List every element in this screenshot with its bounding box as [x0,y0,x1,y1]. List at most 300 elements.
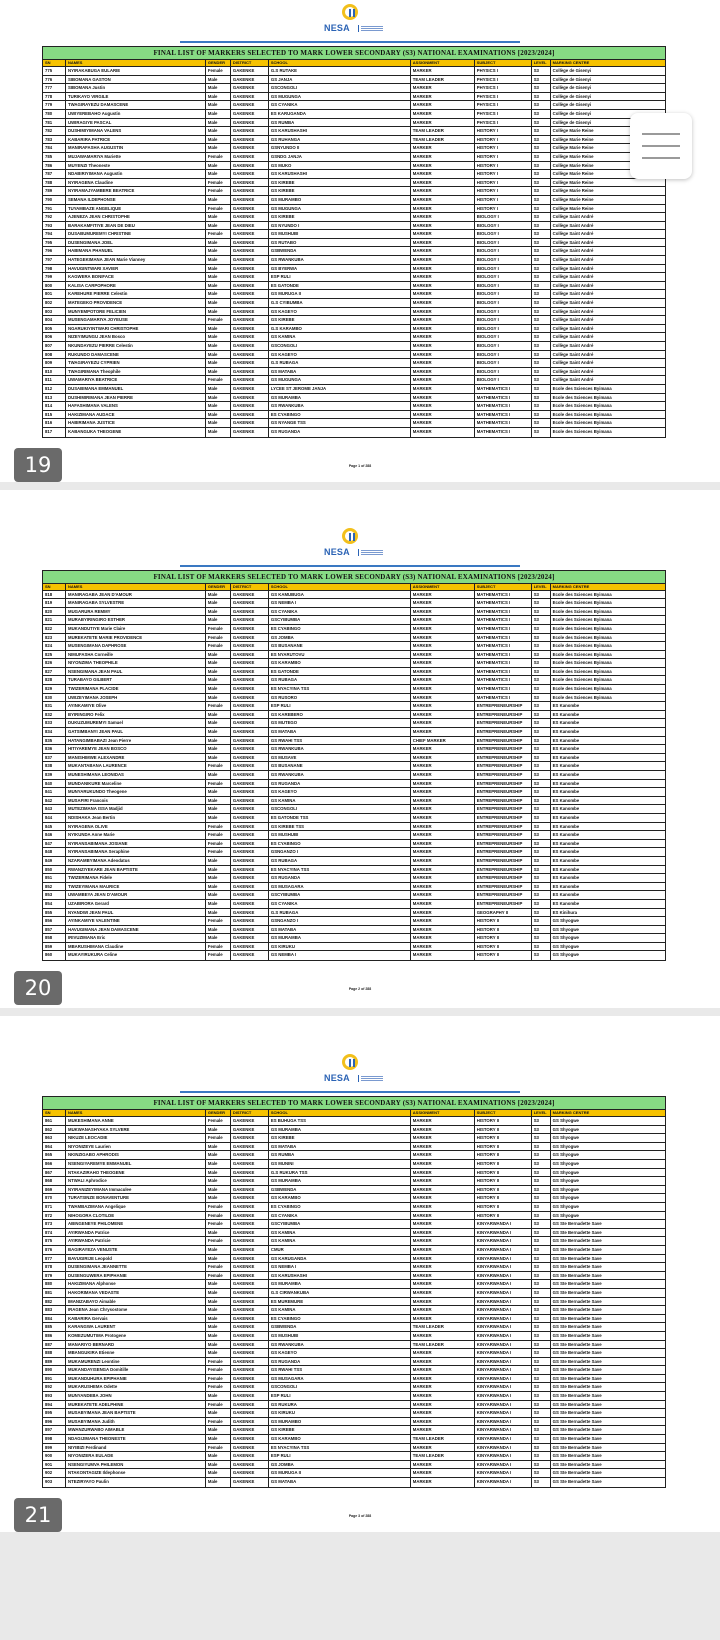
cell-school: GS KIREBE TSS [269,823,411,831]
cell-subject: KINYARWANDA I [475,1418,532,1426]
cell-level: S3 [532,1177,551,1185]
table-row [43,368,665,377]
cell-school: GS MUSAGARA [269,883,411,891]
cell-district: GAKENKE [231,1461,269,1469]
table-row [43,1298,665,1307]
cell-marking-centre: Collège Saint André [552,282,594,288]
cell-school: GS BYERWA [269,265,411,273]
cell-marking-centre: Collège Saint André [552,308,594,314]
cell-marking-centre: GS Ste Bernadette Save [552,1410,602,1416]
cell-level: S3 [532,136,551,144]
cell-district: GAKENKE [231,711,269,719]
cell-school: GS RUGANDA [269,874,411,882]
cell-name: MUNYANDEBA JOHN [66,1392,206,1400]
cell-marking-centre: Collège Saint André [552,351,594,357]
cell-school: GS KIRUKU [269,943,411,951]
column-header: SN [43,584,66,590]
cell-subject: HISTORY II [475,1177,532,1185]
cell-level: S3 [532,1263,551,1271]
cell-gender: Male [206,1409,231,1417]
cell-assignment: MARKER [411,1349,475,1357]
column-header: MARKING CENTRE [552,1110,590,1116]
cell-level: S3 [532,76,551,84]
cell-district: GAKENKE [231,368,269,376]
table-row [43,1409,665,1418]
table-row [43,823,665,832]
cell-sn: 834 [43,728,66,736]
table-row [43,1401,665,1410]
cell-district: GAKENKE [231,1358,269,1366]
cell-subject: KINYARWANDA I [475,1306,532,1314]
cell-sn: 870 [43,1194,66,1202]
cell-sn: 899 [43,1444,66,1452]
page-footer: Page 2 of 288 [348,987,372,992]
cell-subject: BIOLOGY I [475,376,532,384]
cell-name: NYIKUNDA Anne Marie [66,831,206,839]
page-footer-area [0,961,720,1008]
cell-assignment: TEAM LEADER [411,1341,475,1349]
cell-assignment: MARKER [411,402,475,410]
cell-name: HAKIZIMANA Alphonse [66,1280,206,1288]
cell-name: NYIRAGENA Claudine [66,179,206,187]
cell-gender: Female [206,823,231,831]
cell-marking-centre: Collège Saint André [552,317,594,323]
table-row [43,144,665,153]
cell-district: GAKENKE [231,848,269,856]
cell-district: GAKENKE [231,1194,269,1202]
cell-district: GAKENKE [231,823,269,831]
cell-subject: MATHEMATICS I [475,402,532,410]
cell-gender: Male [206,1280,231,1288]
cell-marking-centre: Ecole des Sciences Byimana [552,411,612,417]
scroll-handle[interactable] [630,113,692,179]
cell-gender: Female [206,1366,231,1374]
cell-sn: 796 [43,247,66,255]
table-row [43,213,665,222]
cell-assignment: MARKER [411,951,475,960]
table-row [43,265,665,274]
cell-level: S3 [532,1383,551,1391]
cell-assignment: MARKER [411,1469,475,1477]
cell-assignment: MARKER [411,874,475,882]
table-row [43,1160,665,1169]
cell-marking-centre: Collège Marie Reine [552,136,594,142]
cell-district: GAKENKE [231,1323,269,1331]
cell-gender: Male [206,1143,231,1151]
cell-marking-centre: Ecole des Sciences Byimana [552,608,612,614]
cell-gender: Male [206,239,231,247]
cell-name: DUSABIMANA EMMANUEL [66,385,206,393]
cell-assignment: MARKER [411,1160,475,1168]
cell-district: GAKENKE [231,874,269,882]
cell-name: BARAKAMFITIYE JEAN DE DIEU [66,222,206,230]
cell-name: MUKAYIRUKURA Celine [66,951,206,960]
table-row [43,110,665,119]
cell-district: GAKENKE [231,1203,269,1211]
cell-assignment: MARKER [411,762,475,770]
cell-district: GAKENKE [231,1315,269,1323]
cell-gender: Female [206,179,231,187]
cell-sn: 829 [43,685,66,693]
cell-sn: 826 [43,659,66,667]
cell-assignment: MARKER [411,814,475,822]
cell-level: S3 [532,316,551,324]
cell-marking-centre: ES Kanombe [552,780,580,786]
cell-school: G.S RUBAGA [269,359,411,367]
table-row [43,840,665,849]
cell-marking-centre: Collège de Gisenyi [552,119,592,125]
cell-school: GS MURAMBA [269,1126,411,1134]
cell-assignment: MARKER [411,394,475,402]
cell-sn: 854 [43,900,66,908]
cell-marking-centre: GS Ste Bernadette Save [552,1350,602,1356]
table-row [43,1418,665,1427]
cell-subject: MATHEMATICS I [475,659,532,667]
cell-name: TWAMBAZIMANA Angelique [66,1203,206,1211]
cell-subject: KINYARWANDA I [475,1272,532,1280]
cell-school: ES CYABINGO [269,411,411,419]
cell-district: GAKENKE [231,1298,269,1306]
cell-marking-centre: GS Ste Bernadette Save [552,1461,602,1467]
cell-level: S3 [532,67,551,75]
cell-school: G.S RUTAKE [269,67,411,75]
cell-level: S3 [532,1452,551,1460]
cell-name: NTAKONTAGIZE Ildephonse [66,1469,206,1477]
cell-subject: BIOLOGY I [475,239,532,247]
cell-subject: KINYARWANDA I [475,1289,532,1297]
cell-assignment: MARKER [411,1272,475,1280]
cell-assignment: MARKER [411,1444,475,1452]
cell-school: GS NEMBA I [269,599,411,607]
cell-school: GS RUTABO [269,239,411,247]
cell-gender: Male [206,213,231,221]
cell-school: CMUR [269,1246,411,1254]
cell-subject: BIOLOGY I [475,265,532,273]
table-row [43,1332,665,1341]
cell-district: GAKENKE [231,127,269,135]
cell-gender: Female [206,1134,231,1142]
cell-school: GS RUMBA [269,1151,411,1159]
cell-school: GS KIREBE [269,1426,411,1434]
cell-marking-centre: GS Shyogwe [552,952,579,958]
cell-marking-centre: GS Ste Bernadette Save [552,1307,602,1313]
cell-marking-centre: Collège Marie Reine [552,196,594,202]
cell-name: MUREKATETE ADELPHINE [66,1401,206,1409]
cell-school: ES NYACYINA TSS [269,1444,411,1452]
cell-sn: 890 [43,1366,66,1374]
cell-sn: 892 [43,1383,66,1391]
column-header: MARKING CENTRE [552,60,590,65]
cell-level: S3 [532,385,551,393]
cell-subject: HISTORY II [475,926,532,934]
cell-subject: ENTREPRENEURSHIP [475,805,532,813]
cell-level: S3 [532,101,551,109]
cell-name: IMANIZABAYO Aimable [66,1298,206,1306]
table-row [43,900,665,909]
cell-subject: KINYARWANDA I [475,1237,532,1245]
cell-marking-centre: GS Shyogwe [552,1118,579,1124]
cell-school: GS MATABA [269,926,411,934]
cell-level: S3 [532,1117,551,1125]
cell-assignment: MARKER [411,153,475,161]
cell-gender: Male [206,814,231,822]
table-row [43,1126,665,1135]
cell-gender: Male [206,273,231,281]
cell-marking-centre: Collège Saint André [552,214,594,220]
cell-gender: Male [206,728,231,736]
cell-subject: HISTORY II [475,934,532,942]
cell-marking-centre: Ecole des Sciences Byimana [552,651,612,657]
cell-district: GAKENKE [231,1169,269,1177]
cell-district: GAKENKE [231,1349,269,1357]
cell-marking-centre: ES Kanombe [552,823,580,829]
cell-marking-centre: ES Kanombe [552,900,580,906]
cell-district: GAKENKE [231,831,269,839]
cell-marking-centre: ES Kanombe [552,875,580,881]
cell-marking-centre: GS Shyogwe [552,1195,579,1201]
cell-subject: PHYSICS I [475,76,532,84]
column-header: SUBJECT [475,1110,532,1116]
cell-sn: 865 [43,1151,66,1159]
cell-school: GS RWANKUBA [269,402,411,410]
cell-level: S3 [532,1426,551,1434]
cell-level: S3 [532,909,551,917]
cell-school: GS MUSHUBI [269,230,411,238]
cell-sn: 839 [43,771,66,779]
cell-assignment: MARKER [411,857,475,865]
cell-level: S3 [532,196,551,204]
cell-name: NDABIRIYIMANA Augustin [66,170,206,178]
cell-gender: Male [206,256,231,264]
cell-assignment: MARKER [411,694,475,702]
page-footer-area [0,438,720,482]
table-row [43,230,665,239]
cell-gender: Male [206,265,231,273]
markers-table [42,1096,666,1488]
column-header: DISTRICT [231,584,269,590]
table-row [43,153,665,162]
table-row [43,694,665,703]
cell-marking-centre: Ecole des Sciences Byimana [552,686,612,692]
cell-level: S3 [532,762,551,770]
cell-assignment: MARKER [411,1229,475,1237]
cell-subject: MATHEMATICS I [475,394,532,402]
cell-district: GAKENKE [231,840,269,848]
cell-district: GAKENKE [231,685,269,693]
cell-assignment: MARKER [411,616,475,624]
table-row [43,1194,665,1203]
cell-level: S3 [532,359,551,367]
cell-subject: BIOLOGY I [475,290,532,298]
cell-school: GS MURUGA II [269,1469,411,1477]
cell-assignment: MARKER [411,376,475,384]
cell-district: GAKENKE [231,1212,269,1220]
cell-subject: KINYARWANDA I [475,1263,532,1271]
cell-level: S3 [532,282,551,290]
cell-school: GSCYIBUMBA [269,891,411,899]
table-title: FINAL LIST OF MARKERS SELECTED TO MARK LOWER SECONDARY (S3) NATIONAL EXAMINATIONS [2023/2024] [43,1097,665,1110]
table-row [43,1220,665,1229]
cell-marking-centre: GS Ste Bernadette Save [552,1221,602,1227]
table-row [43,308,665,317]
table-row [43,1255,665,1264]
cell-name: HAKIZIMANA AUDACE [66,411,206,419]
cell-level: S3 [532,247,551,255]
cell-gender: Female [206,848,231,856]
cell-name: NGARUKIYINTWARI CHRISTOPHE [66,325,206,333]
pdf-page [0,1016,720,1532]
cell-subject: HISTORY II [475,1126,532,1134]
cell-marking-centre: GS Ste Bernadette Save [552,1341,602,1347]
page-number-badge: 19 [14,448,62,482]
cell-school: ES GATONDE TSS [269,814,411,822]
cell-marking-centre: Collège Marie Reine [552,153,594,159]
cell-gender: Female [206,951,231,960]
column-header: ASSIGNMENT [411,60,475,66]
cell-level: S3 [532,411,551,419]
cell-subject: ENTREPRENEURSHIP [475,857,532,865]
cell-name: DUSENGIMANA JEANNETTE [66,1263,206,1271]
cell-sn: 838 [43,762,66,770]
cell-sn: 812 [43,385,66,393]
cell-sn: 788 [43,179,66,187]
column-header: SUBJECT [475,584,532,590]
cell-gender: Female [206,1401,231,1409]
cell-school: GS RWANKUBA [269,745,411,753]
cell-name: HAVUGINTWARI XAVIER [66,265,206,273]
cell-gender: Male [206,93,231,101]
logo-subtitle [358,549,383,556]
cell-level: S3 [532,394,551,402]
cell-school: GS MURAMBO [269,1418,411,1426]
cell-gender: Male [206,144,231,152]
cell-name: NDAGIJIMANA THEONESTE [66,1435,206,1443]
cell-subject: KINYARWANDA I [475,1409,532,1417]
cell-sn: 898 [43,1435,66,1443]
cell-marking-centre: Ecole des Sciences Byimana [552,677,612,683]
cell-subject: KINYARWANDA I [475,1255,532,1263]
cell-name: HABIMANA PHANUEL [66,247,206,255]
table-row [43,282,665,291]
cell-assignment: MARKER [411,351,475,359]
cell-assignment: MARKER [411,325,475,333]
cell-gender: Male [206,737,231,745]
cell-level: S3 [532,1323,551,1331]
cell-marking-centre: Ecole des Sciences Byimana [552,668,612,674]
cell-subject: ENTREPRENEURSHIP [475,728,532,736]
cell-level: S3 [532,676,551,684]
cell-school: ES NYARUTOVU [269,651,411,659]
cell-subject: KINYARWANDA I [475,1452,532,1460]
table-row [43,1263,665,1272]
cell-sn: 886 [43,1332,66,1340]
cell-sn: 857 [43,926,66,934]
cell-name: NYANDWI JEAN PAUL [66,909,206,917]
cell-gender: Male [206,385,231,393]
cell-sn: 858 [43,934,66,942]
cell-marking-centre: Collège Saint André [552,368,594,374]
cell-sn: 894 [43,1401,66,1409]
cell-sn: 840 [43,780,66,788]
cell-district: GAKENKE [231,239,269,247]
cell-school: GSBWENDA [269,247,411,255]
cell-assignment: MARKER [411,702,475,710]
cell-name: HATEGEKIMANA JEAN Marie Vianney [66,256,206,264]
cell-name: AYIRWANDA Patricie [66,1237,206,1245]
table-row [43,608,665,617]
cell-level: S3 [532,127,551,135]
cell-marking-centre: ES Kanombe [552,797,580,803]
cell-level: S3 [532,1203,551,1211]
cell-subject: KINYARWANDA I [475,1478,532,1487]
cell-gender: Male [206,694,231,702]
column-header: GENDER [206,584,231,590]
cell-assignment: MARKER [411,1237,475,1245]
cell-marking-centre: Collège Saint André [552,291,594,297]
cell-school: ES MUREMURE [269,1298,411,1306]
cell-gender: Male [206,1452,231,1460]
table-row [43,162,665,171]
cell-subject: KINYARWANDA I [475,1332,532,1340]
cell-assignment: MARKER [411,840,475,848]
logo-subtitle [358,1075,383,1082]
cell-level: S3 [532,814,551,822]
cell-subject: BIOLOGY I [475,308,532,316]
cell-gender: Male [206,1341,231,1349]
cell-name: MUNDANIKURE Marceline [66,780,206,788]
column-header: ASSIGNMENT [411,584,475,590]
cell-level: S3 [532,943,551,951]
cell-school: GS RWANKUBA [269,771,411,779]
pdf-page [0,490,720,1009]
cell-subject: KINYARWANDA I [475,1246,532,1254]
cell-sn: 810 [43,368,66,376]
cell-school: GS RUBAGA [269,857,411,865]
cell-name: HATANGIMBABAZI Jean Pierre [66,737,206,745]
cell-name: NKUNDAYEZU PIERRE Celestin [66,342,206,350]
cell-school: GS KARUSHASHI [269,127,411,135]
cell-school: GS BUSANANE [269,642,411,650]
table-row [43,1323,665,1332]
cell-district: GAKENKE [231,1383,269,1391]
cell-name: SIBOMANA Justin [66,84,206,92]
cell-assignment: MARKER [411,1401,475,1409]
cell-assignment: MARKER [411,84,475,92]
cell-school: GS KARUSHASHI [269,170,411,178]
cell-name: KAGWERA BONIFACE [66,273,206,281]
cell-name: DUSENGUWERA EPIPHANIE [66,1272,206,1280]
cell-sn: 873 [43,1220,66,1228]
table-row [43,719,665,728]
table-row [43,1272,665,1281]
cell-subject: HISTORY I [475,144,532,152]
cell-sn: 845 [43,823,66,831]
cell-sn: 814 [43,402,66,410]
cell-level: S3 [532,1143,551,1151]
cell-sn: 878 [43,1263,66,1271]
cell-name: KOMEZUMUTIMA Protogene [66,1332,206,1340]
cell-district: GAKENKE [231,926,269,934]
cell-marking-centre: GS Ste Bernadette Save [552,1332,602,1338]
cell-district: GAKENKE [231,119,269,127]
cell-assignment: MARKER [411,1194,475,1202]
cell-assignment: MARKER [411,1289,475,1297]
cell-assignment: MARKER [411,625,475,633]
cell-assignment: MARKER [411,771,475,779]
cell-name: AYINKAMIYE Olive [66,702,206,710]
cell-name: UWAMBEYA JEAN D'AMOUR [66,891,206,899]
cell-school: GSNDG JANJA [269,153,411,161]
